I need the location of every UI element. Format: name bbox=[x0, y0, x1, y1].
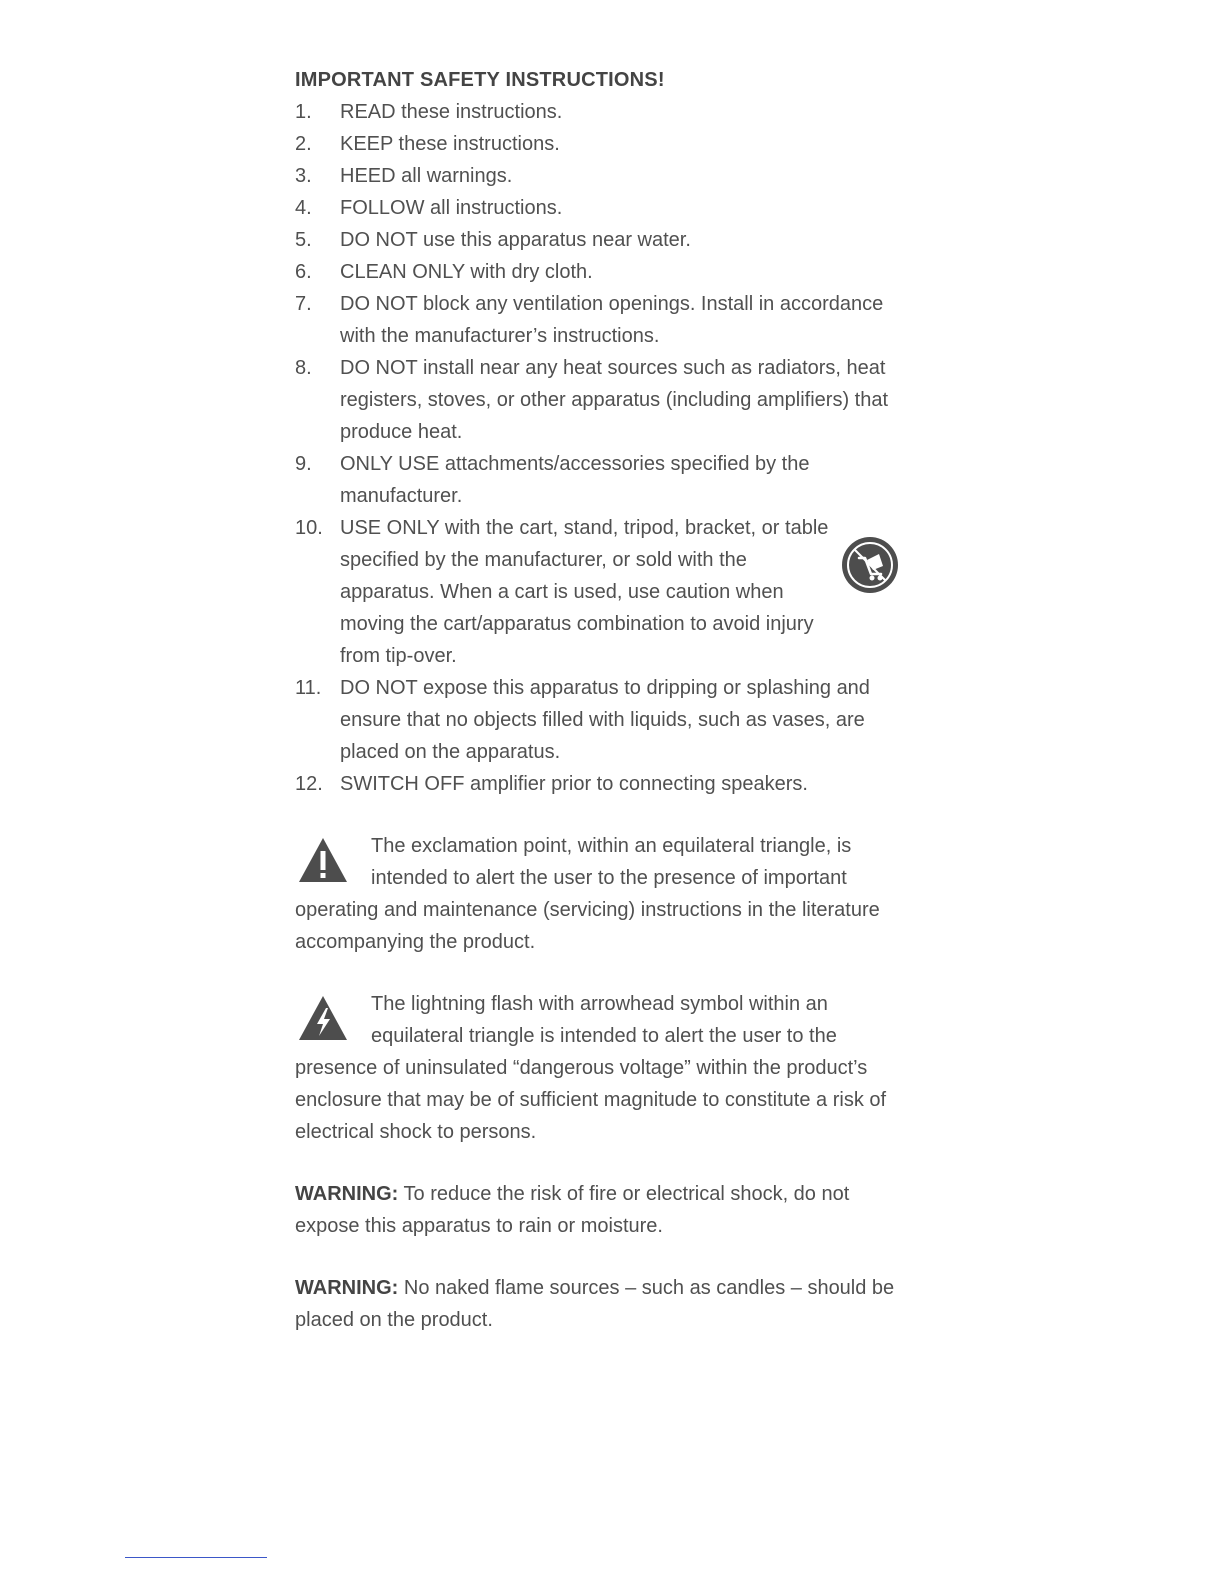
lightning-triangle-icon bbox=[297, 994, 349, 1042]
lightning-note-text: The lightning flash with arrowhead symbol within an equilateral triangle is intended to alert the user to the presence of uninsulated “dangerous voltage” within the product’s enclosure that may be of sufficient magnitude to constitute a risk of electrical shock to persons. bbox=[295, 993, 887, 1143]
list-item bbox=[295, 352, 915, 448]
item-text: DO NOT block any ventilation openings. Install in accordance with the manufacturer’s instructions. bbox=[340, 293, 884, 347]
item-number: 6. bbox=[295, 261, 312, 283]
warning-label: WARNING: bbox=[295, 1277, 399, 1299]
safety-instructions-document bbox=[295, 64, 915, 1356]
item-text: USE ONLY with the cart, stand, tripod, bracket, or table specified by the manufacturer, or sold with the apparatus. When a cart is used, use caution when moving the cart/apparatus combination to avoid injury from tip-over. bbox=[340, 517, 829, 667]
lightning-symbol-note bbox=[295, 988, 915, 1148]
item-number: 1. bbox=[295, 101, 312, 123]
list-item bbox=[295, 192, 915, 224]
list-item bbox=[295, 224, 915, 256]
item-number: 8. bbox=[295, 357, 312, 379]
item-number: 5. bbox=[295, 229, 312, 251]
warning-text: No naked flame sources – such as candles – should be placed on the product. bbox=[295, 1277, 895, 1331]
item-number: 7. bbox=[295, 293, 312, 315]
item-text: DO NOT use this apparatus near water. bbox=[340, 229, 691, 251]
item-text: ONLY USE attachments/accessories specified by the manufacturer. bbox=[340, 453, 810, 507]
list-item bbox=[295, 288, 915, 352]
item-number: 2. bbox=[295, 133, 312, 155]
footnote-divider bbox=[125, 1557, 267, 1558]
item-text: HEED all warnings. bbox=[340, 165, 513, 187]
item-text: DO NOT install near any heat sources such as radiators, heat registers, stoves, or other apparatus (including amplifiers) that produce heat. bbox=[340, 357, 889, 443]
cart-tip-over-warning-icon bbox=[841, 536, 899, 594]
warning-label: WARNING: bbox=[295, 1183, 399, 1205]
item-number: 3. bbox=[295, 165, 312, 187]
list-item bbox=[295, 768, 915, 800]
warning-rain-moisture bbox=[295, 1178, 915, 1242]
exclamation-triangle-icon bbox=[297, 836, 349, 884]
list-item bbox=[295, 96, 915, 128]
item-number: 4. bbox=[295, 197, 312, 219]
item-text: FOLLOW all instructions. bbox=[340, 197, 563, 219]
page-title: IMPORTANT SAFETY INSTRUCTIONS! bbox=[295, 69, 665, 91]
item-text: KEEP these instructions. bbox=[340, 133, 560, 155]
warning-naked-flame bbox=[295, 1272, 915, 1336]
list-item bbox=[295, 672, 915, 768]
item-number: 9. bbox=[295, 453, 312, 475]
instruction-list bbox=[295, 96, 915, 800]
warning-text: To reduce the risk of fire or electrical shock, do not expose this apparatus to rain or moisture. bbox=[295, 1183, 850, 1237]
list-item bbox=[295, 160, 915, 192]
list-item bbox=[295, 256, 915, 288]
item-text: READ these instructions. bbox=[340, 101, 563, 123]
exclamation-note-text: The exclamation point, within an equilateral triangle, is intended to alert the user to the presence of important operating and maintenance (servicing) instructions in the literature accompanying the product. bbox=[295, 835, 880, 953]
item-text: DO NOT expose this apparatus to dripping or splashing and ensure that no objects filled with liquids, such as vases, are placed on the apparatus. bbox=[340, 677, 870, 763]
item-number: 11. bbox=[295, 677, 322, 699]
item-text: CLEAN ONLY with dry cloth. bbox=[340, 261, 593, 283]
item-number: 12. bbox=[295, 773, 323, 795]
item-number: 10. bbox=[295, 517, 323, 539]
list-item bbox=[295, 128, 915, 160]
list-item bbox=[295, 512, 915, 672]
list-item bbox=[295, 448, 915, 512]
item-text: SWITCH OFF amplifier prior to connecting speakers. bbox=[340, 773, 808, 795]
exclamation-symbol-note bbox=[295, 830, 915, 958]
